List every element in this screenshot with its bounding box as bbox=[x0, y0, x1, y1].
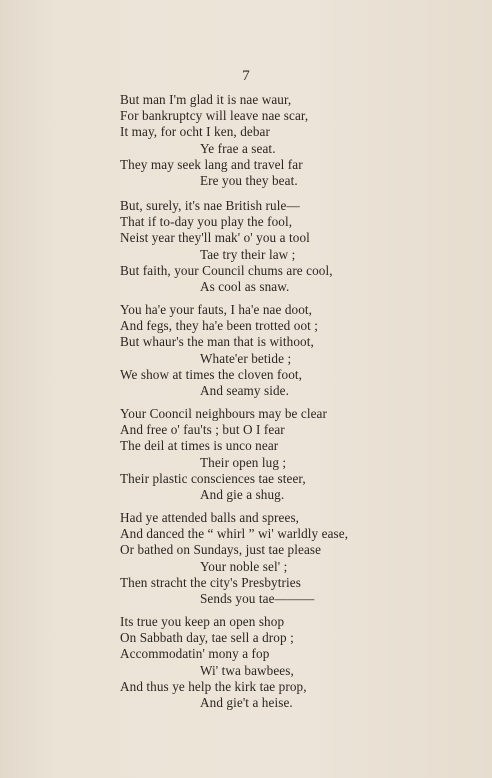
poem-line: Its true you keep an open shop bbox=[120, 614, 285, 629]
poem-line: And thus ye help the kirk tae prop, bbox=[120, 678, 307, 694]
poem-line: The deil at times is unco near bbox=[120, 438, 279, 454]
poem-line: Accommodatin' mony a fop bbox=[120, 646, 270, 662]
poem-line: And gie't a heise. bbox=[200, 695, 293, 711]
poem-line: Neist year they'll mak' o' you a tool bbox=[120, 230, 310, 246]
stanza bbox=[120, 302, 420, 399]
poem-line: On Sabbath day, tae sell a drop ; bbox=[120, 630, 294, 646]
poem-line: Or bathed on Sundays, just tae please bbox=[120, 542, 322, 558]
poem-line: We show at times the cloven foot, bbox=[120, 366, 303, 382]
poem-line: And danced the “ whirl ” wi' warldly ease, bbox=[120, 526, 349, 542]
poem-line: Their plastic consciences tae steer, bbox=[120, 470, 306, 486]
poem-line: For bankruptcy will leave nae scar, bbox=[120, 108, 309, 124]
poem-line: Tae try their law ; bbox=[200, 246, 296, 262]
poem-line: Whate'er betide ; bbox=[200, 350, 292, 366]
poem-line: It may, for ocht I ken, debar bbox=[120, 124, 270, 140]
poem-line: But, surely, it's nae British rule— bbox=[120, 198, 300, 213]
poem-line: Sends you tae——— bbox=[200, 591, 315, 607]
poem-line: As cool as snaw. bbox=[200, 279, 290, 295]
poem-line: Then stracht the city's Presbytries bbox=[120, 574, 301, 590]
poem-line: And free o' fau'ts ; but O I fear bbox=[120, 422, 285, 438]
poem-line: But faith, your Council chums are cool, bbox=[120, 262, 333, 278]
stanza bbox=[120, 198, 420, 295]
poem-line: Had ye attended balls and sprees, bbox=[120, 510, 300, 525]
stanza bbox=[120, 406, 420, 503]
stanza bbox=[120, 614, 420, 711]
poem-line: And fegs, they ha'e been trotted oot ; bbox=[120, 318, 319, 334]
poem-line: You ha'e your fauts, I ha'e nae doot, bbox=[120, 302, 313, 317]
poem-line: They may seek lang and travel far bbox=[120, 156, 303, 172]
page-number: 7 bbox=[242, 68, 250, 84]
poem-line: Ye frae a seat. bbox=[200, 140, 276, 156]
poem-line: Ere you they beat. bbox=[200, 173, 298, 189]
poem-line: Your Cooncil neighbours may be clear bbox=[120, 406, 327, 421]
poem-line: And seamy side. bbox=[200, 383, 290, 399]
poem-line: Their open lug ; bbox=[200, 454, 287, 470]
poem-line: But whaur's the man that is withoot, bbox=[120, 334, 314, 350]
poem-line: That if to-day you play the fool, bbox=[120, 214, 293, 230]
stanza bbox=[120, 510, 420, 607]
poem-line: Your noble sel' ; bbox=[200, 558, 288, 574]
poem-line: But man I'm glad it is nae waur, bbox=[120, 92, 292, 107]
poem-line: Wi' twa bawbees, bbox=[200, 662, 294, 678]
poem-line: And gie a shug. bbox=[200, 487, 285, 503]
stanza bbox=[120, 92, 420, 189]
